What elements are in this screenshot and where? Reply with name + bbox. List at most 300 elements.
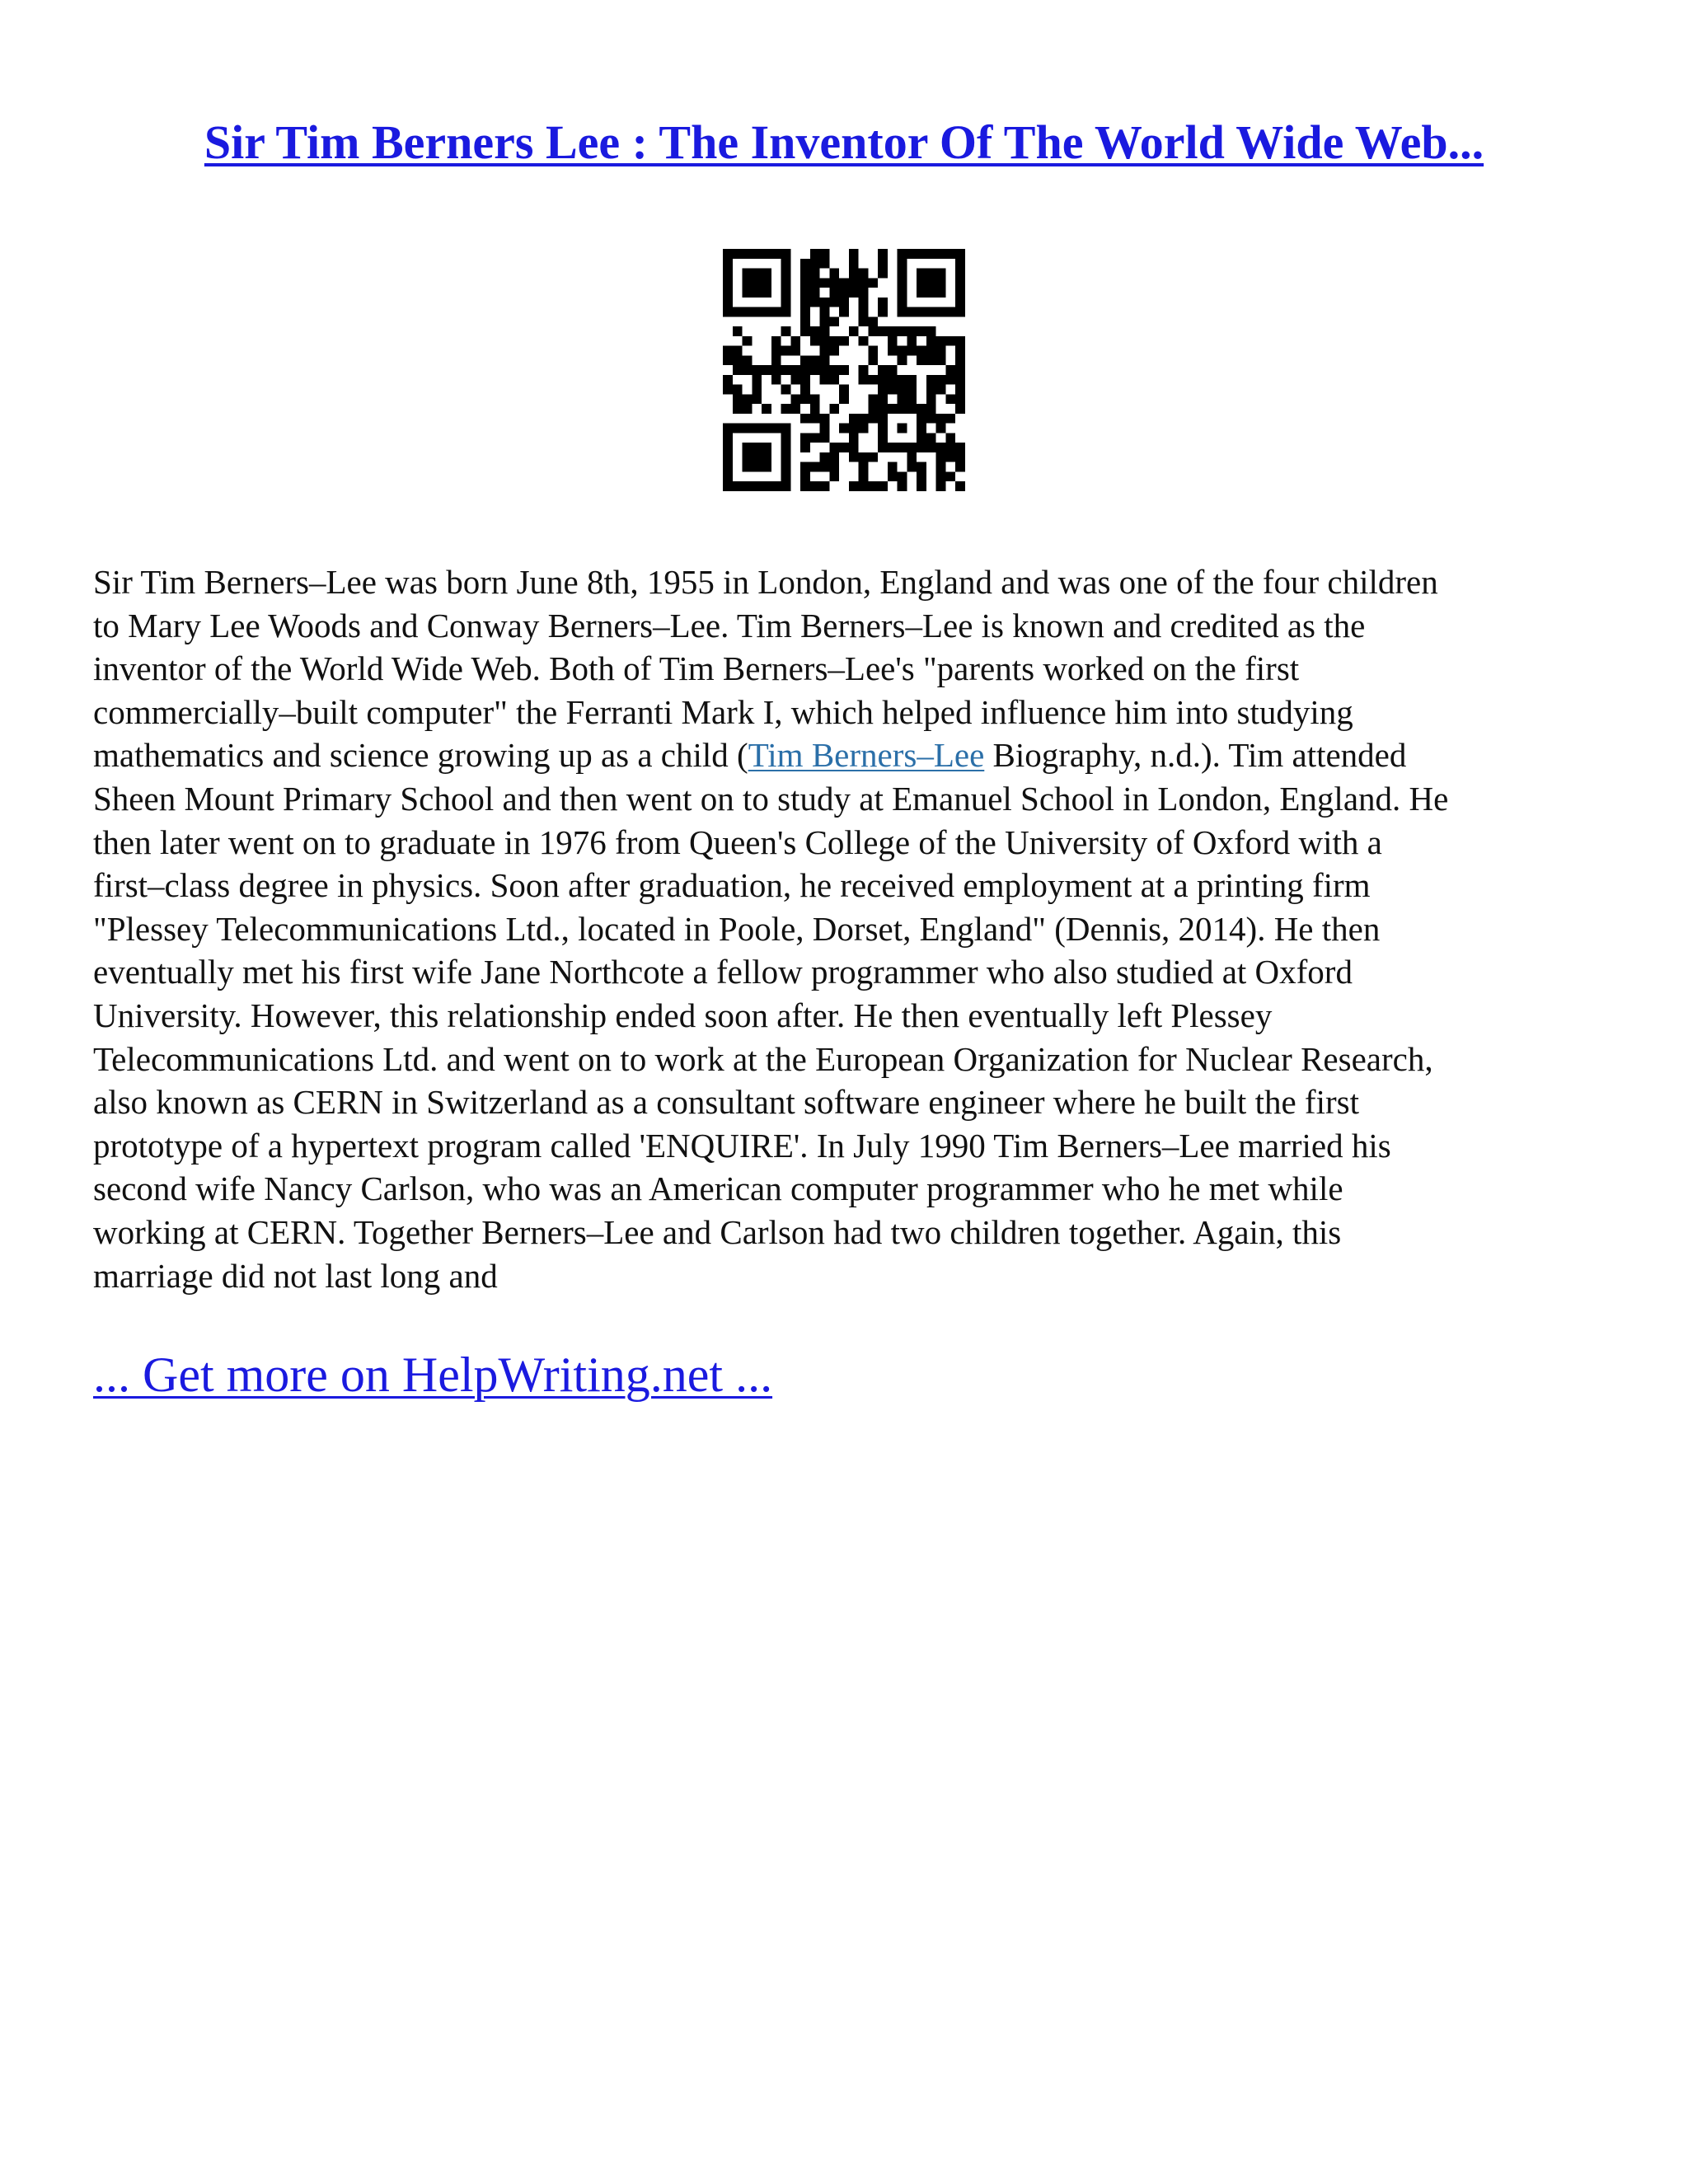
qr-module: [800, 385, 810, 395]
qr-module: [743, 443, 753, 452]
qr-module: [762, 462, 771, 472]
qr-module: [936, 424, 946, 434]
qr-module: [752, 443, 762, 452]
qr-module: [917, 288, 926, 298]
qr-module: [781, 278, 791, 288]
qr-module: [839, 394, 849, 404]
qr-module: [800, 365, 810, 375]
qr-module: [917, 481, 926, 491]
qr-module: [926, 278, 936, 288]
qr-module: [945, 365, 955, 375]
qr-module: [898, 269, 907, 279]
qr-module: [743, 249, 753, 259]
qr-module: [955, 462, 965, 472]
qr-module: [800, 355, 810, 365]
qr-module: [868, 316, 878, 326]
qr-module: [771, 336, 781, 346]
qr-module: [898, 288, 907, 298]
qr-module: [810, 278, 820, 288]
body-line-text: Biography, n.d.). Tim attended: [984, 736, 1407, 775]
qr-module: [917, 269, 926, 279]
qr-module: [936, 346, 946, 356]
qr-module: [898, 471, 907, 481]
body-line: prototype of a hypertext program called 'ENQUIRE'. In July 1990 Tim Berners–Lee married his: [93, 1126, 1391, 1165]
qr-module: [955, 288, 965, 298]
qr-module: [907, 452, 917, 462]
qr-module: [849, 443, 859, 452]
qr-module: [878, 269, 888, 279]
qr-module: [723, 288, 733, 298]
qr-module: [723, 269, 733, 279]
qr-module: [781, 346, 791, 356]
get-more-link[interactable]: ... Get more on HelpWriting.net ...: [93, 1347, 773, 1402]
qr-module: [878, 394, 888, 404]
qr-module: [945, 336, 955, 346]
qr-module: [907, 346, 917, 356]
qr-module: [898, 385, 907, 395]
qr-module: [829, 269, 839, 279]
qr-module: [859, 414, 869, 424]
qr-module: [810, 259, 820, 269]
qr-module: [878, 481, 888, 491]
qr-module: [936, 481, 946, 491]
qr-module: [868, 404, 878, 414]
qr-code-icon: [723, 249, 965, 491]
qr-module: [752, 385, 762, 395]
qr-module: [800, 259, 810, 269]
qr-module: [829, 462, 839, 472]
qr-module: [762, 307, 771, 317]
qr-module: [878, 249, 888, 259]
qr-module: [878, 326, 888, 336]
qr-module: [800, 481, 810, 491]
qr-module: [936, 385, 946, 395]
qr-module: [888, 443, 898, 452]
qr-module: [926, 336, 936, 346]
qr-module: [936, 307, 946, 317]
qr-module: [849, 259, 859, 269]
qr-module: [771, 375, 781, 385]
body-line: first–class degree in physics. Soon after graduation, he received employment at a printing firm: [93, 866, 1371, 905]
qr-module: [955, 355, 965, 365]
qr-module: [868, 452, 878, 462]
qr-module: [752, 288, 762, 298]
qr-module: [810, 433, 820, 443]
qr-module: [859, 288, 869, 298]
qr-module: [820, 326, 830, 336]
qr-module: [936, 462, 946, 472]
qr-module: [723, 424, 733, 434]
qr-module: [723, 375, 733, 385]
qr-module: [888, 326, 898, 336]
qr-module: [743, 365, 753, 375]
qr-module: [781, 404, 791, 414]
qr-module: [945, 433, 955, 443]
qr-module: [762, 365, 771, 375]
qr-module: [917, 424, 926, 434]
qr-module: [733, 385, 743, 395]
qr-module: [926, 346, 936, 356]
body-line: then later went on to graduate in 1976 from Queen's College of the University of Oxford with a: [93, 823, 1382, 861]
qr-module: [820, 316, 830, 326]
qr-module: [829, 471, 839, 481]
qr-module: [800, 443, 810, 452]
qr-module: [771, 365, 781, 375]
qr-module: [926, 249, 936, 259]
body-line-text: mathematics and science growing up as a child (: [93, 736, 748, 775]
more-link-container: [93, 1345, 772, 1404]
qr-module: [771, 481, 781, 491]
qr-module: [936, 471, 946, 481]
qr-module: [945, 249, 955, 259]
qr-module: [800, 394, 810, 404]
qr-module: [955, 346, 965, 356]
qr-module: [800, 298, 810, 307]
biography-link[interactable]: Tim Berners–Lee: [748, 736, 985, 775]
qr-module: [829, 336, 839, 346]
qr-module: [723, 471, 733, 481]
qr-module: [868, 375, 878, 385]
body-paragraph: [93, 560, 1601, 1297]
qr-module: [955, 298, 965, 307]
qr-module: [898, 404, 907, 414]
qr-module: [955, 375, 965, 385]
body-line: working at CERN. Together Berners–Lee and Carlson had two children together. Again, this: [93, 1212, 1342, 1251]
qr-module: [820, 259, 830, 269]
qr-module: [743, 404, 753, 414]
qr-module: [907, 462, 917, 472]
qr-module: [868, 414, 878, 424]
qr-module: [955, 452, 965, 462]
qr-module: [829, 316, 839, 326]
qr-module: [743, 424, 753, 434]
body-line: second wife Nancy Carlson, who was an American computer programmer who he met while: [93, 1169, 1343, 1208]
qr-module: [878, 375, 888, 385]
qr-module: [820, 481, 830, 491]
qr-module: [926, 414, 936, 424]
qr-module: [790, 394, 800, 404]
qr-module: [743, 307, 753, 317]
qr-module: [839, 385, 849, 395]
qr-module: [878, 414, 888, 424]
qr-module: [781, 307, 791, 317]
qr-module: [955, 443, 965, 452]
qr-module: [733, 346, 743, 356]
qr-module: [917, 326, 926, 336]
qr-module: [743, 394, 753, 404]
qr-module: [781, 433, 791, 443]
qr-module: [771, 424, 781, 434]
qr-module: [898, 481, 907, 491]
qr-module: [898, 355, 907, 365]
qr-module: [839, 298, 849, 307]
qr-module: [743, 269, 753, 279]
qr-module: [829, 375, 839, 385]
qr-module: [723, 346, 733, 356]
body-line: Telecommunications Ltd. and went on to work at the European Organization for Nuclear Research,: [93, 1039, 1433, 1078]
qr-module: [936, 278, 946, 288]
qr-module: [733, 326, 743, 336]
qr-module: [868, 346, 878, 356]
qr-module: [800, 316, 810, 326]
body-line: also known as CERN in Switzerland as a consultant software engineer where he built the first: [93, 1083, 1359, 1122]
qr-module: [733, 307, 743, 317]
qr-module: [859, 462, 869, 472]
qr-module: [762, 481, 771, 491]
qr-module: [790, 346, 800, 356]
qr-module: [898, 346, 907, 356]
qr-module: [955, 249, 965, 259]
qr-module: [955, 278, 965, 288]
qr-module: [810, 355, 820, 365]
qr-module: [888, 336, 898, 346]
qr-module: [917, 414, 926, 424]
qr-module: [810, 269, 820, 279]
qr-module: [907, 385, 917, 395]
qr-module: [868, 278, 878, 288]
qr-module: [878, 259, 888, 269]
body-line: to Mary Lee Woods and Conway Berners–Lee. Tim Berners–Lee is known and credited as the: [93, 606, 1366, 644]
qr-module: [849, 326, 859, 336]
qr-module: [936, 355, 946, 365]
qr-module: [868, 326, 878, 336]
qr-module: [781, 326, 791, 336]
qr-module: [781, 249, 791, 259]
qr-module: [752, 452, 762, 462]
qr-module: [820, 336, 830, 346]
qr-module: [771, 307, 781, 317]
qr-module: [849, 481, 859, 491]
qr-module: [907, 375, 917, 385]
qr-module: [810, 288, 820, 298]
qr-module: [898, 424, 907, 434]
qr-module: [800, 471, 810, 481]
qr-module: [936, 288, 946, 298]
qr-module: [888, 462, 898, 472]
body-line: inventor of the World Wide Web. Both of Tim Berners–Lee's "parents worked on the first: [93, 649, 1300, 688]
qr-module: [752, 269, 762, 279]
qr-module: [723, 462, 733, 472]
qr-module: [898, 443, 907, 452]
qr-module: [810, 462, 820, 472]
qr-module: [926, 269, 936, 279]
qr-module: [917, 462, 926, 472]
qr-module: [820, 355, 830, 365]
qr-module: [781, 452, 791, 462]
qr-module: [945, 452, 955, 462]
qr-module: [781, 443, 791, 452]
qr-module: [878, 443, 888, 452]
qr-module: [945, 414, 955, 424]
qr-module: [762, 249, 771, 259]
qr-module: [907, 249, 917, 259]
body-line: University. However, this relationship ended soon after. He then eventually left Plessey: [93, 996, 1273, 1034]
qr-module: [820, 278, 830, 288]
qr-module: [898, 375, 907, 385]
qr-module: [743, 462, 753, 472]
qr-module: [859, 298, 869, 307]
qr-module: [898, 249, 907, 259]
qr-module: [888, 346, 898, 356]
qr-module: [733, 355, 743, 365]
qr-module: [849, 424, 859, 434]
qr-module: [888, 385, 898, 395]
qr-module: [926, 307, 936, 317]
qr-module: [781, 259, 791, 269]
qr-module: [781, 298, 791, 307]
qr-module: [907, 336, 917, 346]
qr-module: [839, 443, 849, 452]
qr-module: [743, 452, 753, 462]
body-line: [93, 733, 1601, 777]
qr-module: [810, 481, 820, 491]
qr-module: [955, 307, 965, 317]
qr-module: [820, 346, 830, 356]
qr-module: [810, 298, 820, 307]
qr-module: [945, 375, 955, 385]
body-line: "Plessey Telecommunications Ltd., located in Poole, Dorset, England" (Dennis, 2014). He then: [93, 909, 1381, 948]
qr-module: [878, 424, 888, 434]
qr-module: [723, 452, 733, 462]
qr-module: [723, 355, 733, 365]
qr-module: [955, 481, 965, 491]
qr-module: [800, 375, 810, 385]
qr-module: [820, 433, 830, 443]
qr-module: [926, 394, 936, 404]
qr-module: [849, 433, 859, 443]
qr-module: [878, 307, 888, 317]
qr-module: [820, 298, 830, 307]
qr-module: [829, 346, 839, 356]
qr-module: [743, 355, 753, 365]
qr-module: [926, 433, 936, 443]
qr-module: [849, 278, 859, 288]
qr-module: [955, 365, 965, 375]
qr-module: [829, 365, 839, 375]
qr-module: [936, 443, 946, 452]
qr-module: [955, 269, 965, 279]
qr-module: [743, 288, 753, 298]
qr-module: [917, 404, 926, 414]
qr-module: [839, 365, 849, 375]
qr-module: [829, 443, 839, 452]
qr-module: [743, 278, 753, 288]
title-link[interactable]: Sir Tim Berners Lee : The Inventor Of The World Wide Web...: [204, 115, 1484, 169]
qr-module: [839, 307, 849, 317]
qr-module: [936, 375, 946, 385]
qr-module: [859, 481, 869, 491]
qr-module: [849, 414, 859, 424]
qr-module: [781, 269, 791, 279]
qr-module: [723, 278, 733, 288]
qr-module: [820, 424, 830, 434]
qr-module: [907, 443, 917, 452]
qr-module: [955, 394, 965, 404]
qr-module: [907, 307, 917, 317]
qr-module: [917, 443, 926, 452]
qr-module: [868, 394, 878, 404]
qr-module: [849, 249, 859, 259]
qr-module: [800, 414, 810, 424]
qr-module: [781, 424, 791, 434]
qr-module: [839, 424, 849, 434]
qr-module: [898, 326, 907, 336]
qr-module: [733, 404, 743, 414]
body-line: marriage did not last long and: [93, 1256, 498, 1295]
qr-module: [733, 249, 743, 259]
qr-module: [820, 414, 830, 424]
qr-module: [888, 365, 898, 375]
qr-module: [868, 481, 878, 491]
qr-module: [898, 394, 907, 404]
qr-module: [859, 365, 869, 375]
qr-module: [859, 316, 869, 326]
qr-module: [762, 278, 771, 288]
qr-module: [878, 385, 888, 395]
qr-module: [917, 433, 926, 443]
qr-module: [849, 288, 859, 298]
qr-module: [829, 404, 839, 414]
qr-module: [752, 481, 762, 491]
qr-module: [926, 443, 936, 452]
qr-module: [781, 471, 791, 481]
qr-module: [898, 307, 907, 317]
qr-module: [762, 288, 771, 298]
qr-module: [878, 404, 888, 414]
qr-module: [723, 443, 733, 452]
qr-module: [790, 375, 800, 385]
qr-module: [723, 433, 733, 443]
qr-module: [955, 259, 965, 269]
qr-module: [762, 443, 771, 452]
qr-module: [829, 278, 839, 288]
qr-module: [820, 462, 830, 472]
qr-module: [723, 259, 733, 269]
qr-module: [820, 365, 830, 375]
qr-module: [926, 385, 936, 395]
qr-module: [810, 336, 820, 346]
page-title: [0, 114, 1688, 171]
qr-module: [752, 278, 762, 288]
qr-module: [849, 269, 859, 279]
qr-module: [771, 249, 781, 259]
qr-module: [781, 481, 791, 491]
qr-module: [762, 404, 771, 414]
qr-module: [820, 307, 830, 317]
qr-module: [800, 462, 810, 472]
qr-module: [898, 298, 907, 307]
qr-module: [917, 346, 926, 356]
qr-module: [752, 424, 762, 434]
qr-module: [733, 424, 743, 434]
qr-module: [781, 462, 791, 472]
qr-module: [800, 288, 810, 298]
qr-module: [723, 481, 733, 491]
qr-module: [955, 385, 965, 395]
qr-module: [723, 307, 733, 317]
qr-module: [859, 307, 869, 317]
qr-module: [723, 385, 733, 395]
qr-module: [743, 481, 753, 491]
qr-module: [762, 424, 771, 434]
qr-module: [800, 433, 810, 443]
qr-module: [820, 452, 830, 462]
qr-module: [859, 424, 869, 434]
qr-module: [839, 288, 849, 298]
qr-module: [945, 443, 955, 452]
qr-module: [781, 385, 791, 395]
qr-module: [888, 471, 898, 481]
